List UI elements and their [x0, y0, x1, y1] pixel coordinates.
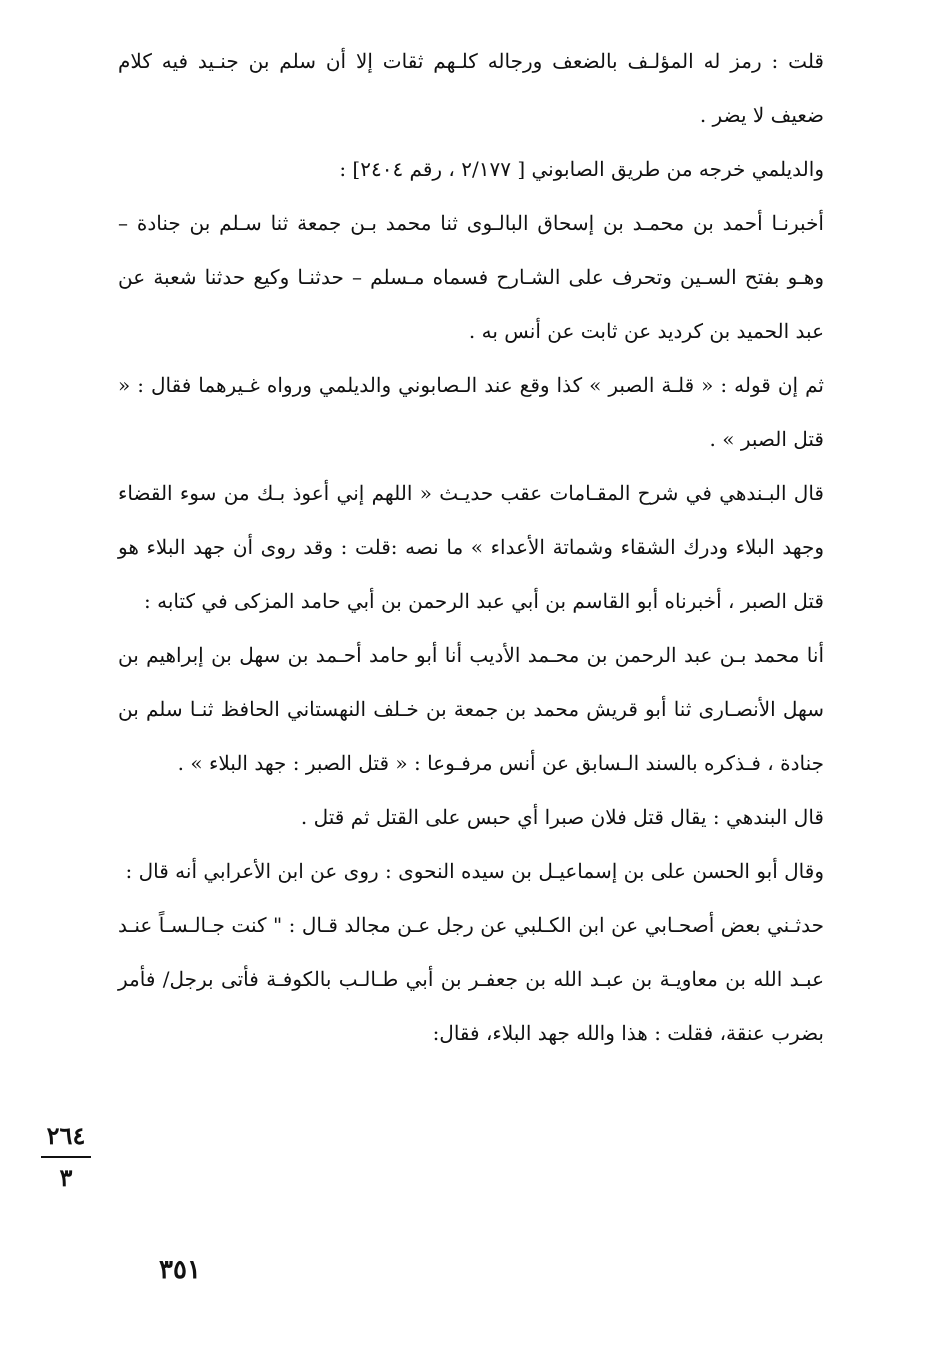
- paragraph-isnad-ahmad: أخبرنـا أحمد بن محمـد بن إسحاق البالـوى ثنا محمد بـن جمعة ثنا سـلم بن جنادة – وهـو بفتح السـين وتحرف على الشـارح فسماه مـسلم – حدثنـا وكيع حدثنا شعبة عن عبد الحميد بن كرديد عن ثابت عن أنس به .: [118, 211, 824, 343]
- paragraph-daylami-reference: والديلمي خرجه من طريق الصابوني [ ٢/١٧٧ ، رقم ٢٤٠٤] :: [339, 157, 824, 181]
- margin-folio-note: [38, 1120, 94, 1194]
- body-text: [118, 34, 824, 1060]
- paragraph-bandahi-commentary: قال البـندهي في شرح المقـامات عقب حديـث « اللهم إني أعوذ بـك من سوء القضاء وجهد البلاء ودرك الشقاء وشماتة الأعداء » ما نصه :قلت : وقد روى أن جهد البلاء هو قتل الصبر ، أخبرناه أبو القاسم بن أبي عبد الرحمن بن أبي حامد المزكى في كتابه :: [118, 481, 824, 613]
- margin-note-divider: [41, 1156, 91, 1158]
- margin-note-top: ٢٦٤: [46, 1121, 86, 1150]
- paragraph-mujalid-story: حدثـني بعض أصحـابي عن ابن الكـلبي عن رجل عـن مجالد قـال : " كنت جـالـسـاً عنـد عبـد الله بن معاويـة بن عبـد الله بن جعفـر بن أبي طـالـب بالكوفـة فأتى برجل/ فأمر بضرب عنقة، فقلت : هذا والله جهد البلاء، فقال:: [118, 913, 824, 1045]
- paragraph-note-weak-narrator: قلت : رمز له المؤلـف بالضعف ورجاله كلـهم ثقات إلا أن سلم بن جنـيد فيه كلام ضعيف لا يضر .: [118, 49, 824, 127]
- paragraph-isnad-muhammad: أنا محمد بـن عبد الرحمن بن محـمد الأديب أنا أبو حامد أحـمد بن سهل بن إبراهيم بن سهل الأنصـارى ثنا أبو قريش محمد بن جمعة بن خـلف النهستاني الحافظ ثنـا سلم بن جنادة ، فـذكره بالسند الـسابق عن أنس مرفـوعا : « قتل الصبر : جهد البلاء » .: [118, 643, 824, 775]
- margin-note-bottom: ٣: [59, 1163, 73, 1192]
- page-number: ٣٥١: [159, 1255, 201, 1285]
- paragraph-ibn-sidah: وقال أبو الحسن على بن إسماعيـل بن سيده النحوى : روى عن ابن الأعرابي أنه قال :: [125, 859, 824, 883]
- paragraph-bandahi-definition: قال البندهي : يقال قتل فلان صبرا أي حبس على القتل ثم قتل .: [300, 805, 824, 829]
- paragraph-qillat-alsabr: ثم إن قوله : « قلـة الصبر » كذا وقع عند الـصابوني والديلمي ورواه غـيرهما فقال : « قتل الصبر » .: [118, 373, 824, 451]
